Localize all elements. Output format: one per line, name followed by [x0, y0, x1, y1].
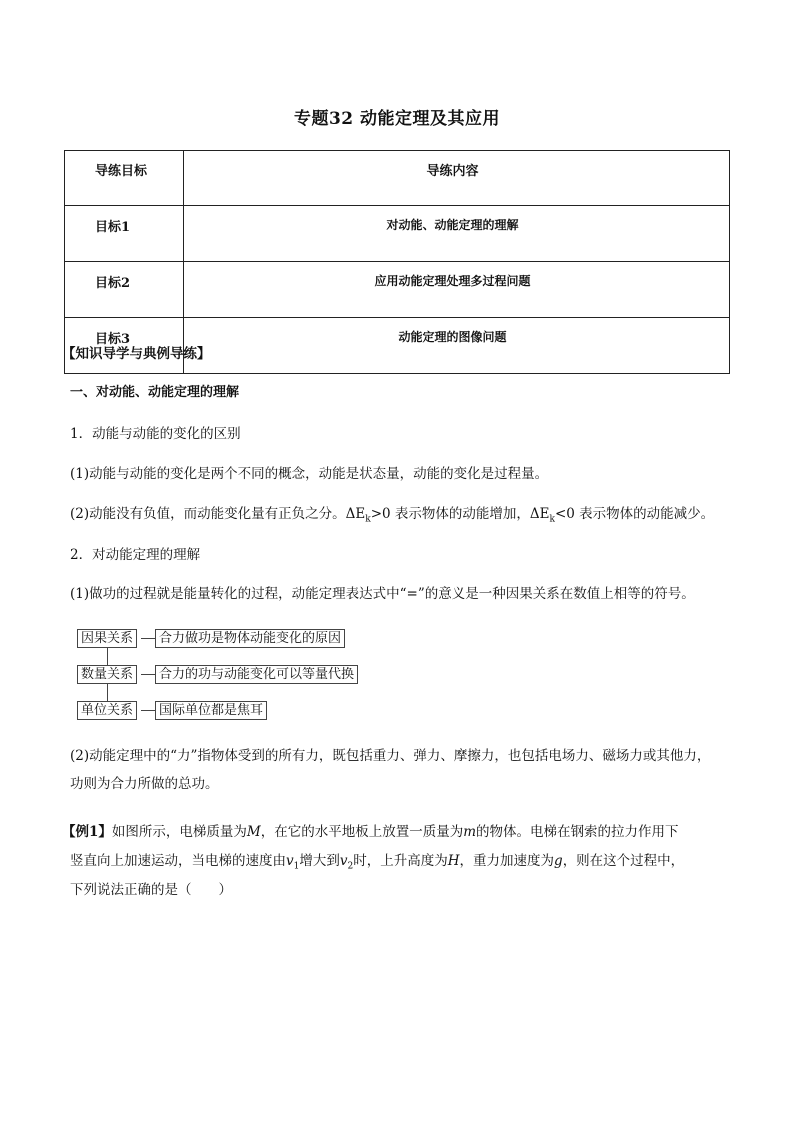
- diagram-desc-box: 合力的功与动能变化可以等量代换: [155, 665, 358, 684]
- diagram-label-box: 因果关系: [77, 629, 137, 648]
- table-cell-goal: 目标1: [65, 206, 184, 262]
- table-header-row: [65, 151, 730, 206]
- paragraph-4-line-2: 功则为合力所做的总功。: [70, 776, 219, 792]
- example-text: 增大到: [299, 853, 340, 869]
- var-v: v: [339, 853, 348, 869]
- example-line-1: [62, 820, 679, 840]
- example-text: ，则在这个过程中，: [562, 853, 685, 869]
- table-row: [65, 206, 730, 262]
- table-cell-goal: 目标3: [65, 318, 184, 374]
- subheading-2: 2．对动能定理的理解: [70, 547, 201, 563]
- page-title: 专题32 动能定理及其应用: [293, 109, 501, 129]
- var-g: g: [554, 853, 563, 869]
- heading-1: 一、对动能、动能定理的理解: [70, 385, 240, 400]
- table-row: [65, 262, 730, 318]
- table-header-cell: 导练目标: [65, 151, 184, 206]
- paragraph-3: (1)做功的过程就是能量转化的过程，动能定理表达式中“=”的意义是一种因果关系在数值上相等的符号。: [70, 586, 695, 602]
- diagram-desc-box: 合力做功是物体动能变化的原因: [155, 629, 345, 648]
- p2-part-b: >0 表示物体的动能增加，ΔE: [370, 506, 550, 522]
- paragraph-4-line-1: (2)动能定理中的“力”指物体受到的所有力，既包括重力、弹力、摩擦力，也包括电场力、磁场力或其他力，: [70, 748, 711, 764]
- relation-diagram: [77, 629, 377, 721]
- example-text: ，在它的水平地板上放置一质量为: [260, 824, 464, 840]
- example-line-3: 下列说法正确的是（ ）: [70, 882, 232, 898]
- var-H: H: [447, 853, 460, 869]
- var-v: v: [286, 853, 294, 869]
- example-text: ，重力加速度为: [459, 853, 555, 869]
- table-cell-content: 动能定理的图像问题: [184, 318, 730, 374]
- diagram-link: [141, 710, 155, 711]
- p2-part-c: <0 表示物体的动能减少。: [554, 506, 715, 522]
- subscript-k: k: [365, 514, 371, 525]
- example-line-2: [70, 849, 684, 872]
- table-cell-goal: 目标2: [65, 262, 184, 318]
- example-text: 如图所示，电梯质量为: [111, 824, 247, 840]
- diagram-label-box: 单位关系: [77, 701, 137, 720]
- subheading-1: 1．动能与动能的变化的区别: [70, 426, 241, 442]
- paragraph-2: [70, 502, 714, 525]
- example-text: 时，上升高度为: [353, 853, 448, 869]
- section-header: 【知识导学与典例导练】: [62, 346, 211, 362]
- paragraph-1: (1)动能与动能的变化是两个不同的概念，动能是状态量，动能的变化是过程量。: [70, 466, 549, 482]
- goals-table: [64, 150, 730, 374]
- p2-part-a: (2)动能没有负值，而动能变化量有正负之分。ΔE: [70, 506, 366, 522]
- subscript-2: 2: [347, 861, 354, 872]
- table-header-cell: 导练内容: [184, 151, 730, 206]
- subscript-1: 1: [293, 861, 300, 872]
- example-text: 竖直向上加速运动，当电梯的速度由: [70, 853, 286, 869]
- var-M: M: [246, 824, 261, 840]
- table-cell-content: 对动能、动能定理的理解: [184, 206, 730, 262]
- diagram-label-box: 数量关系: [77, 665, 137, 684]
- table-cell-content: 应用动能定理处理多过程问题: [184, 262, 730, 318]
- subscript-k: k: [549, 514, 555, 525]
- example-text: 的物体。电梯在钢索的拉力作用下: [476, 824, 679, 840]
- diagram-desc-box: 国际单位都是焦耳: [155, 701, 267, 720]
- example-tag: 【例1】: [62, 824, 112, 840]
- diagram-link: [141, 674, 155, 675]
- var-m: m: [463, 824, 477, 840]
- diagram-link: [141, 638, 155, 639]
